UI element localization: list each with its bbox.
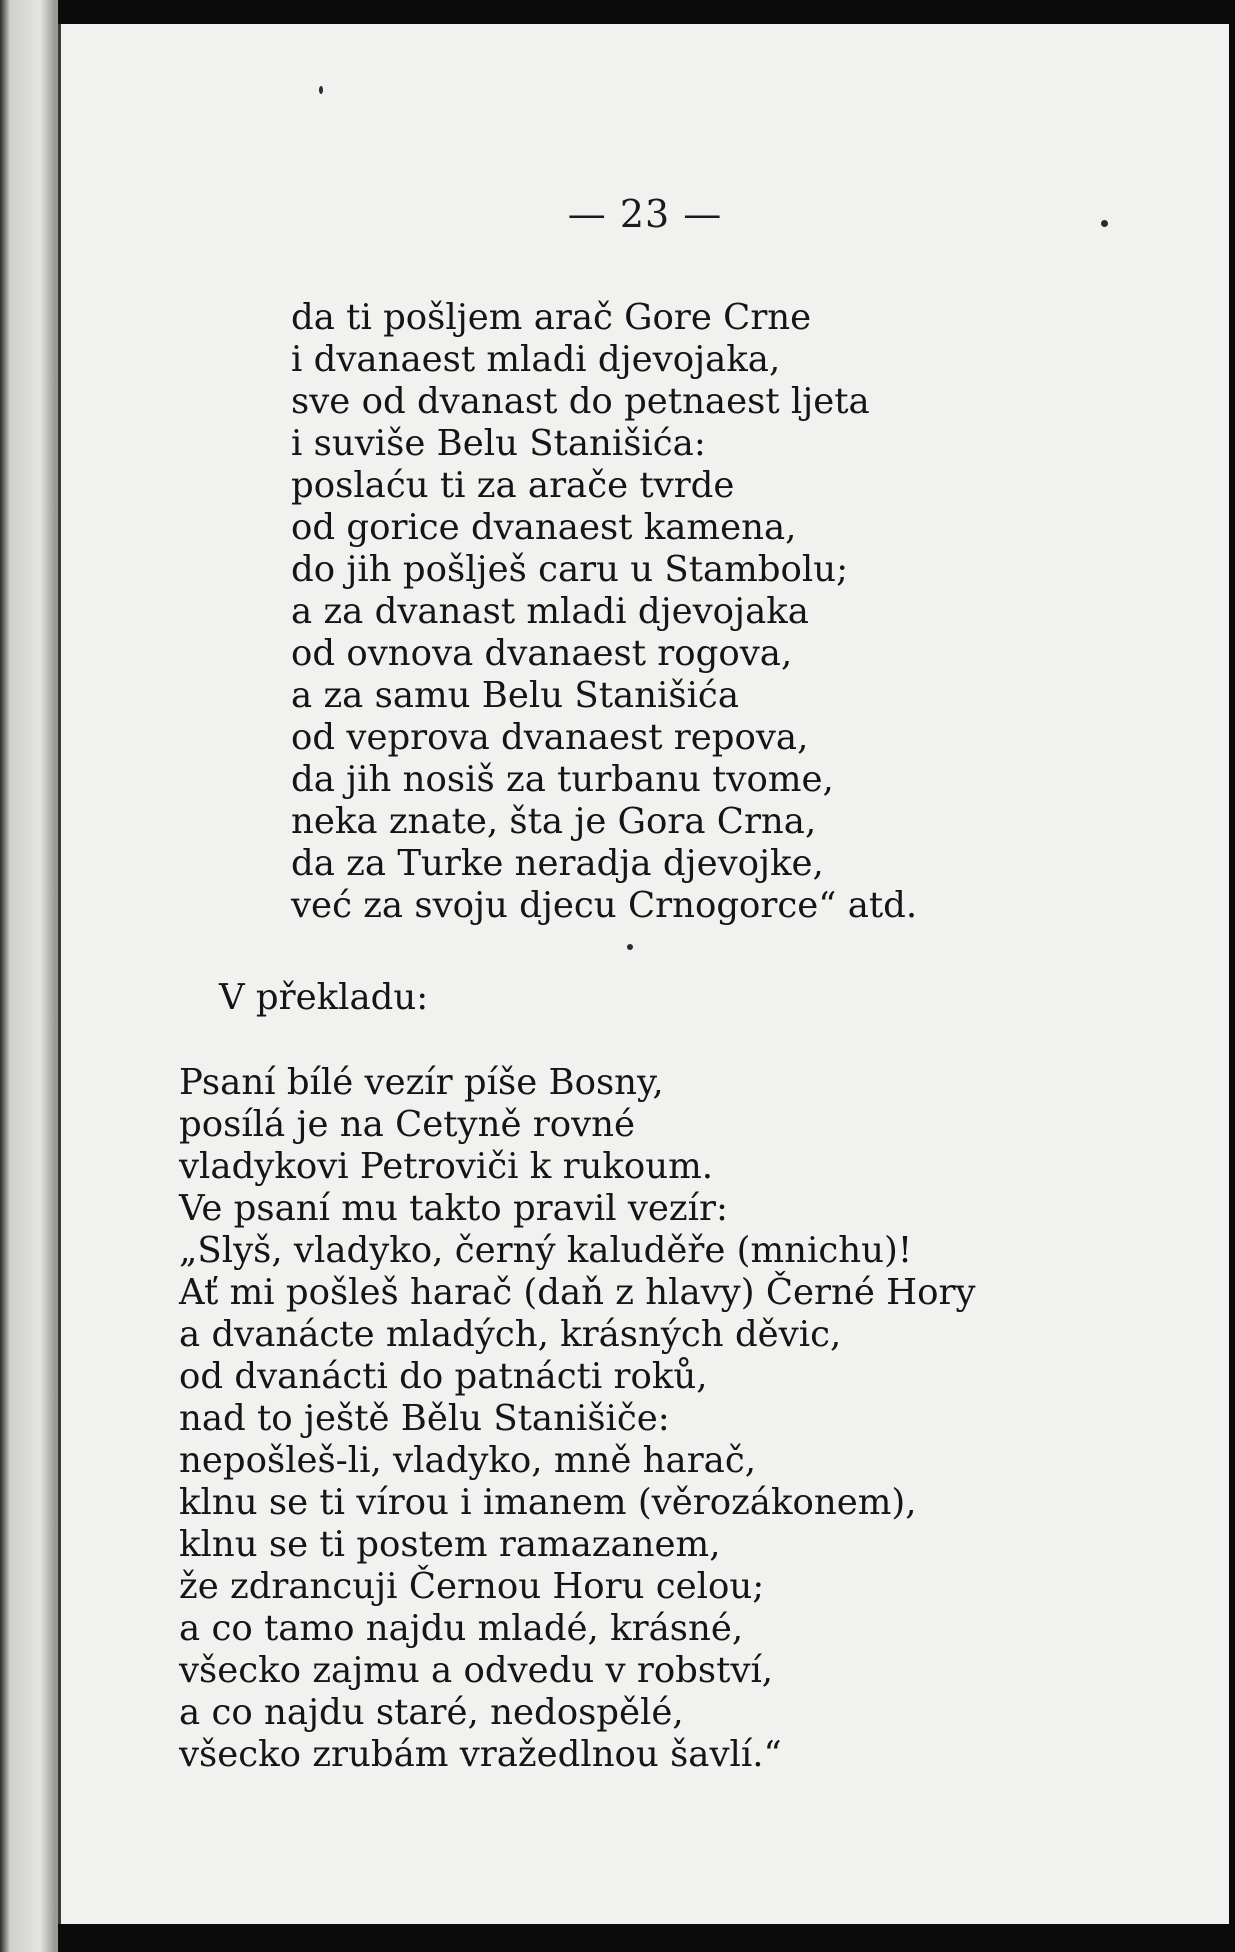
- verse-line: všecko zrubám vražedlnou šavlí.“: [179, 1734, 782, 1775]
- verse-line: sve od dvanast do petnaest ljeta: [291, 381, 870, 422]
- book-page: [58, 24, 1229, 1924]
- verse-line: Ať mi pošleš harač (daň z hlavy) Černé Hory: [179, 1272, 976, 1313]
- verse-line: že zdrancuji Černou Horu celou;: [179, 1566, 765, 1607]
- verse-line: da ti pošljem arač Gore Crne: [291, 297, 812, 338]
- ink-speck: [319, 86, 323, 94]
- verse-line: a za dvanast mladi djevojaka: [291, 591, 809, 632]
- verse-line: a co tamo najdu mladé, krásné,: [179, 1608, 744, 1649]
- verse-line: a co najdu staré, nedospělé,: [179, 1692, 684, 1733]
- verse-line: od gorice dvanaest kamena,: [291, 507, 797, 548]
- verse-line: već za svoju djecu Crnogorce“ atd.: [291, 885, 918, 926]
- verse-line: a za samu Belu Stanišića: [291, 675, 739, 716]
- verse-line: i dvanaest mladi djevojaka,: [291, 339, 781, 380]
- verse-line: da jih nosiš za turbanu tvome,: [291, 759, 834, 800]
- verse-line: klnu se ti postem ramazanem,: [179, 1524, 721, 1565]
- translation-verse: [179, 1062, 976, 1776]
- verse-line: vladykovi Petroviči k rukoum.: [179, 1146, 714, 1187]
- verse-line: i suviše Belu Stanišića:: [291, 423, 706, 464]
- verse-line: od veprova dvanaest repova,: [291, 717, 809, 758]
- ink-speck: [627, 944, 633, 950]
- verse-line: a dvanácte mladých, krásných děvic,: [179, 1314, 842, 1355]
- verse-line: od dvanácti do patnácti roků,: [179, 1356, 708, 1397]
- verse-line: Psaní bílé vezír píše Bosny,: [179, 1062, 664, 1103]
- original-verse: [291, 297, 917, 927]
- ink-speck: [1101, 220, 1108, 227]
- verse-line: nepošleš-li, vladyko, mně harač,: [179, 1440, 756, 1481]
- page-number: — 23 —: [567, 192, 723, 236]
- verse-line: od ovnova dvanaest rogova,: [291, 633, 793, 674]
- verse-line: posílá je na Cetyně rovné: [179, 1104, 636, 1145]
- verse-line: neka znate, šta je Gora Crna,: [291, 801, 817, 842]
- translation-heading: V překladu:: [219, 977, 429, 1018]
- verse-line: Ve psaní mu takto pravil vezír:: [179, 1188, 728, 1229]
- verse-line: poslaću ti za arače tvrde: [291, 465, 735, 506]
- verse-line: klnu se ti vírou i imanem (věrozákonem),: [179, 1482, 917, 1523]
- binding-edge: [0, 0, 58, 1952]
- verse-line: do jih pošlješ caru u Stambolu;: [291, 549, 849, 590]
- verse-line: da za Turke neradja djevojke,: [291, 843, 824, 884]
- verse-line: nad to ještě Bělu Stanišiče:: [179, 1398, 670, 1439]
- verse-line: všecko zajmu a odvedu v robství,: [179, 1650, 774, 1691]
- verse-line: „Slyš, vladyko, černý kaluděře (mnichu)!: [179, 1230, 913, 1271]
